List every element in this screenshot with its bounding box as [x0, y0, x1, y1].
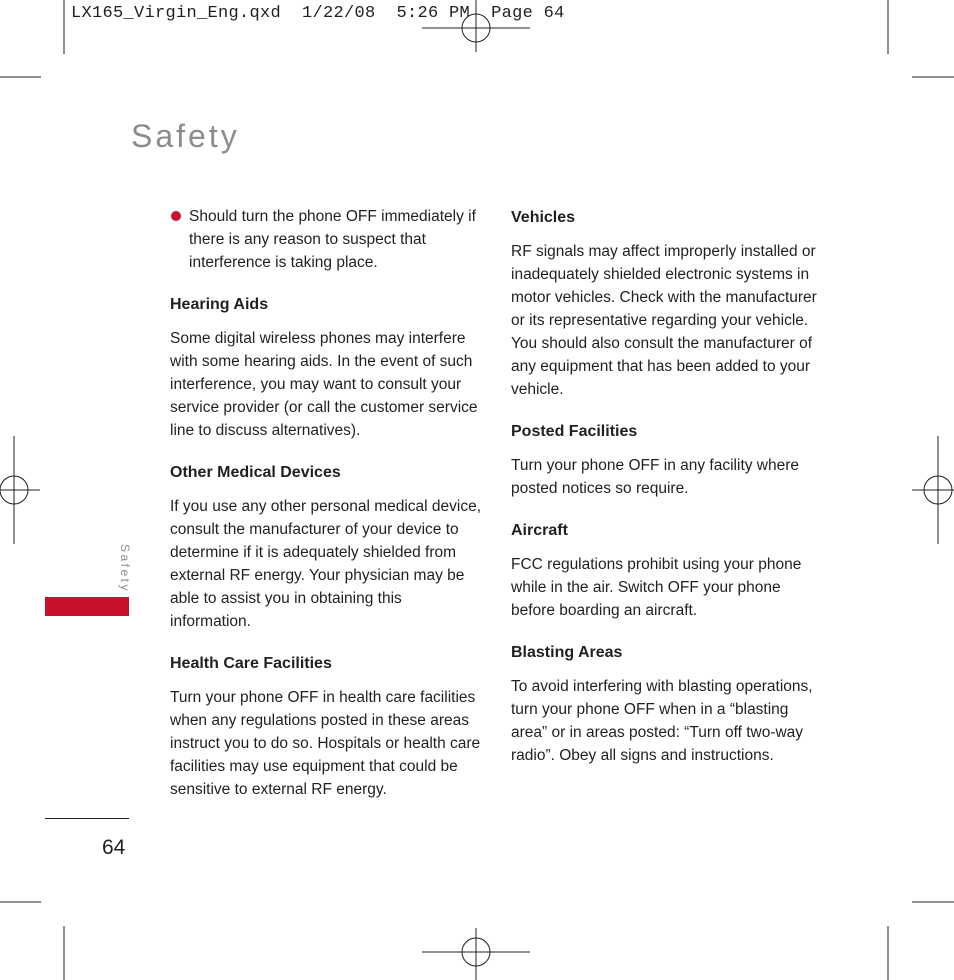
section-heading-aircraft: Aircraft [511, 522, 568, 539]
footer-rule [45, 818, 129, 819]
bullet-text: Should turn the phone OFF immediately if there is any reason to suspect that interference is taking place. [189, 208, 476, 271]
section-heading-posted-facilities: Posted Facilities [511, 423, 638, 440]
section-heading-hearing-aids: Hearing Aids [170, 296, 269, 313]
file-slug-line: LX165_Virgin_Eng.qxd 1/22/08 5:26 PM Page 64 [71, 4, 565, 23]
registration-mark-right [912, 436, 954, 544]
section-body-other-medical-devices: If you use any other personal medical device, consult the manufacturer of your device to determine if it is adequately shielded from external RF energy. Your physician may be able to assist you in obtaining this information. [170, 498, 482, 630]
bullet-item [170, 205, 482, 274]
bullet-list [170, 205, 482, 274]
section-heading-other-medical-devices: Other Medical Devices [170, 464, 341, 481]
section-body-blasting-areas: To avoid interfering with blasting operations, turn your phone OFF when in a “blasting area” or in areas posted: “Turn off two-way radio”. Obey all signs and instructions. [511, 678, 813, 764]
section-heading-vehicles: Vehicles [511, 209, 576, 226]
left-column [170, 205, 482, 801]
right-column [511, 205, 823, 767]
section-heading-blasting-areas: Blasting Areas [511, 644, 623, 661]
section-body-posted-facilities: Turn your phone OFF in any facility where posted notices so require. [511, 457, 800, 497]
page-title: Safety [131, 118, 240, 154]
side-tab-label: Safety [118, 544, 132, 594]
registration-mark-left [0, 436, 40, 544]
section-body-aircraft: FCC regulations prohibit using your phone while in the air. Switch OFF your phone before boarding an aircraft. [511, 556, 802, 619]
page-number: 64 [102, 836, 126, 859]
side-tab-bar [45, 597, 129, 616]
registration-mark-bottom [422, 928, 530, 980]
bullet-dot-icon [171, 211, 181, 221]
section-body-vehicles: RF signals may affect improperly installed or inadequately shielded electronic systems in motor vehicles. Check with the manufacturer or its representative regarding your vehicle. You should also consult the manufacturer of any equipment that has been added to your vehicle. [511, 243, 817, 398]
section-body-health-care-facilities: Turn your phone OFF in health care facilities when any regulations posted in these areas instruct you to do so. Hospitals or health care facilities may use equipment that could be sensitive to external RF energy. [170, 689, 481, 798]
section-heading-health-care-facilities: Health Care Facilities [170, 655, 332, 672]
section-body-hearing-aids: Some digital wireless phones may interfere with some hearing aids. In the event of such interference, you may want to consult your service provider (or call the customer service line to discuss alternatives). [170, 330, 478, 439]
